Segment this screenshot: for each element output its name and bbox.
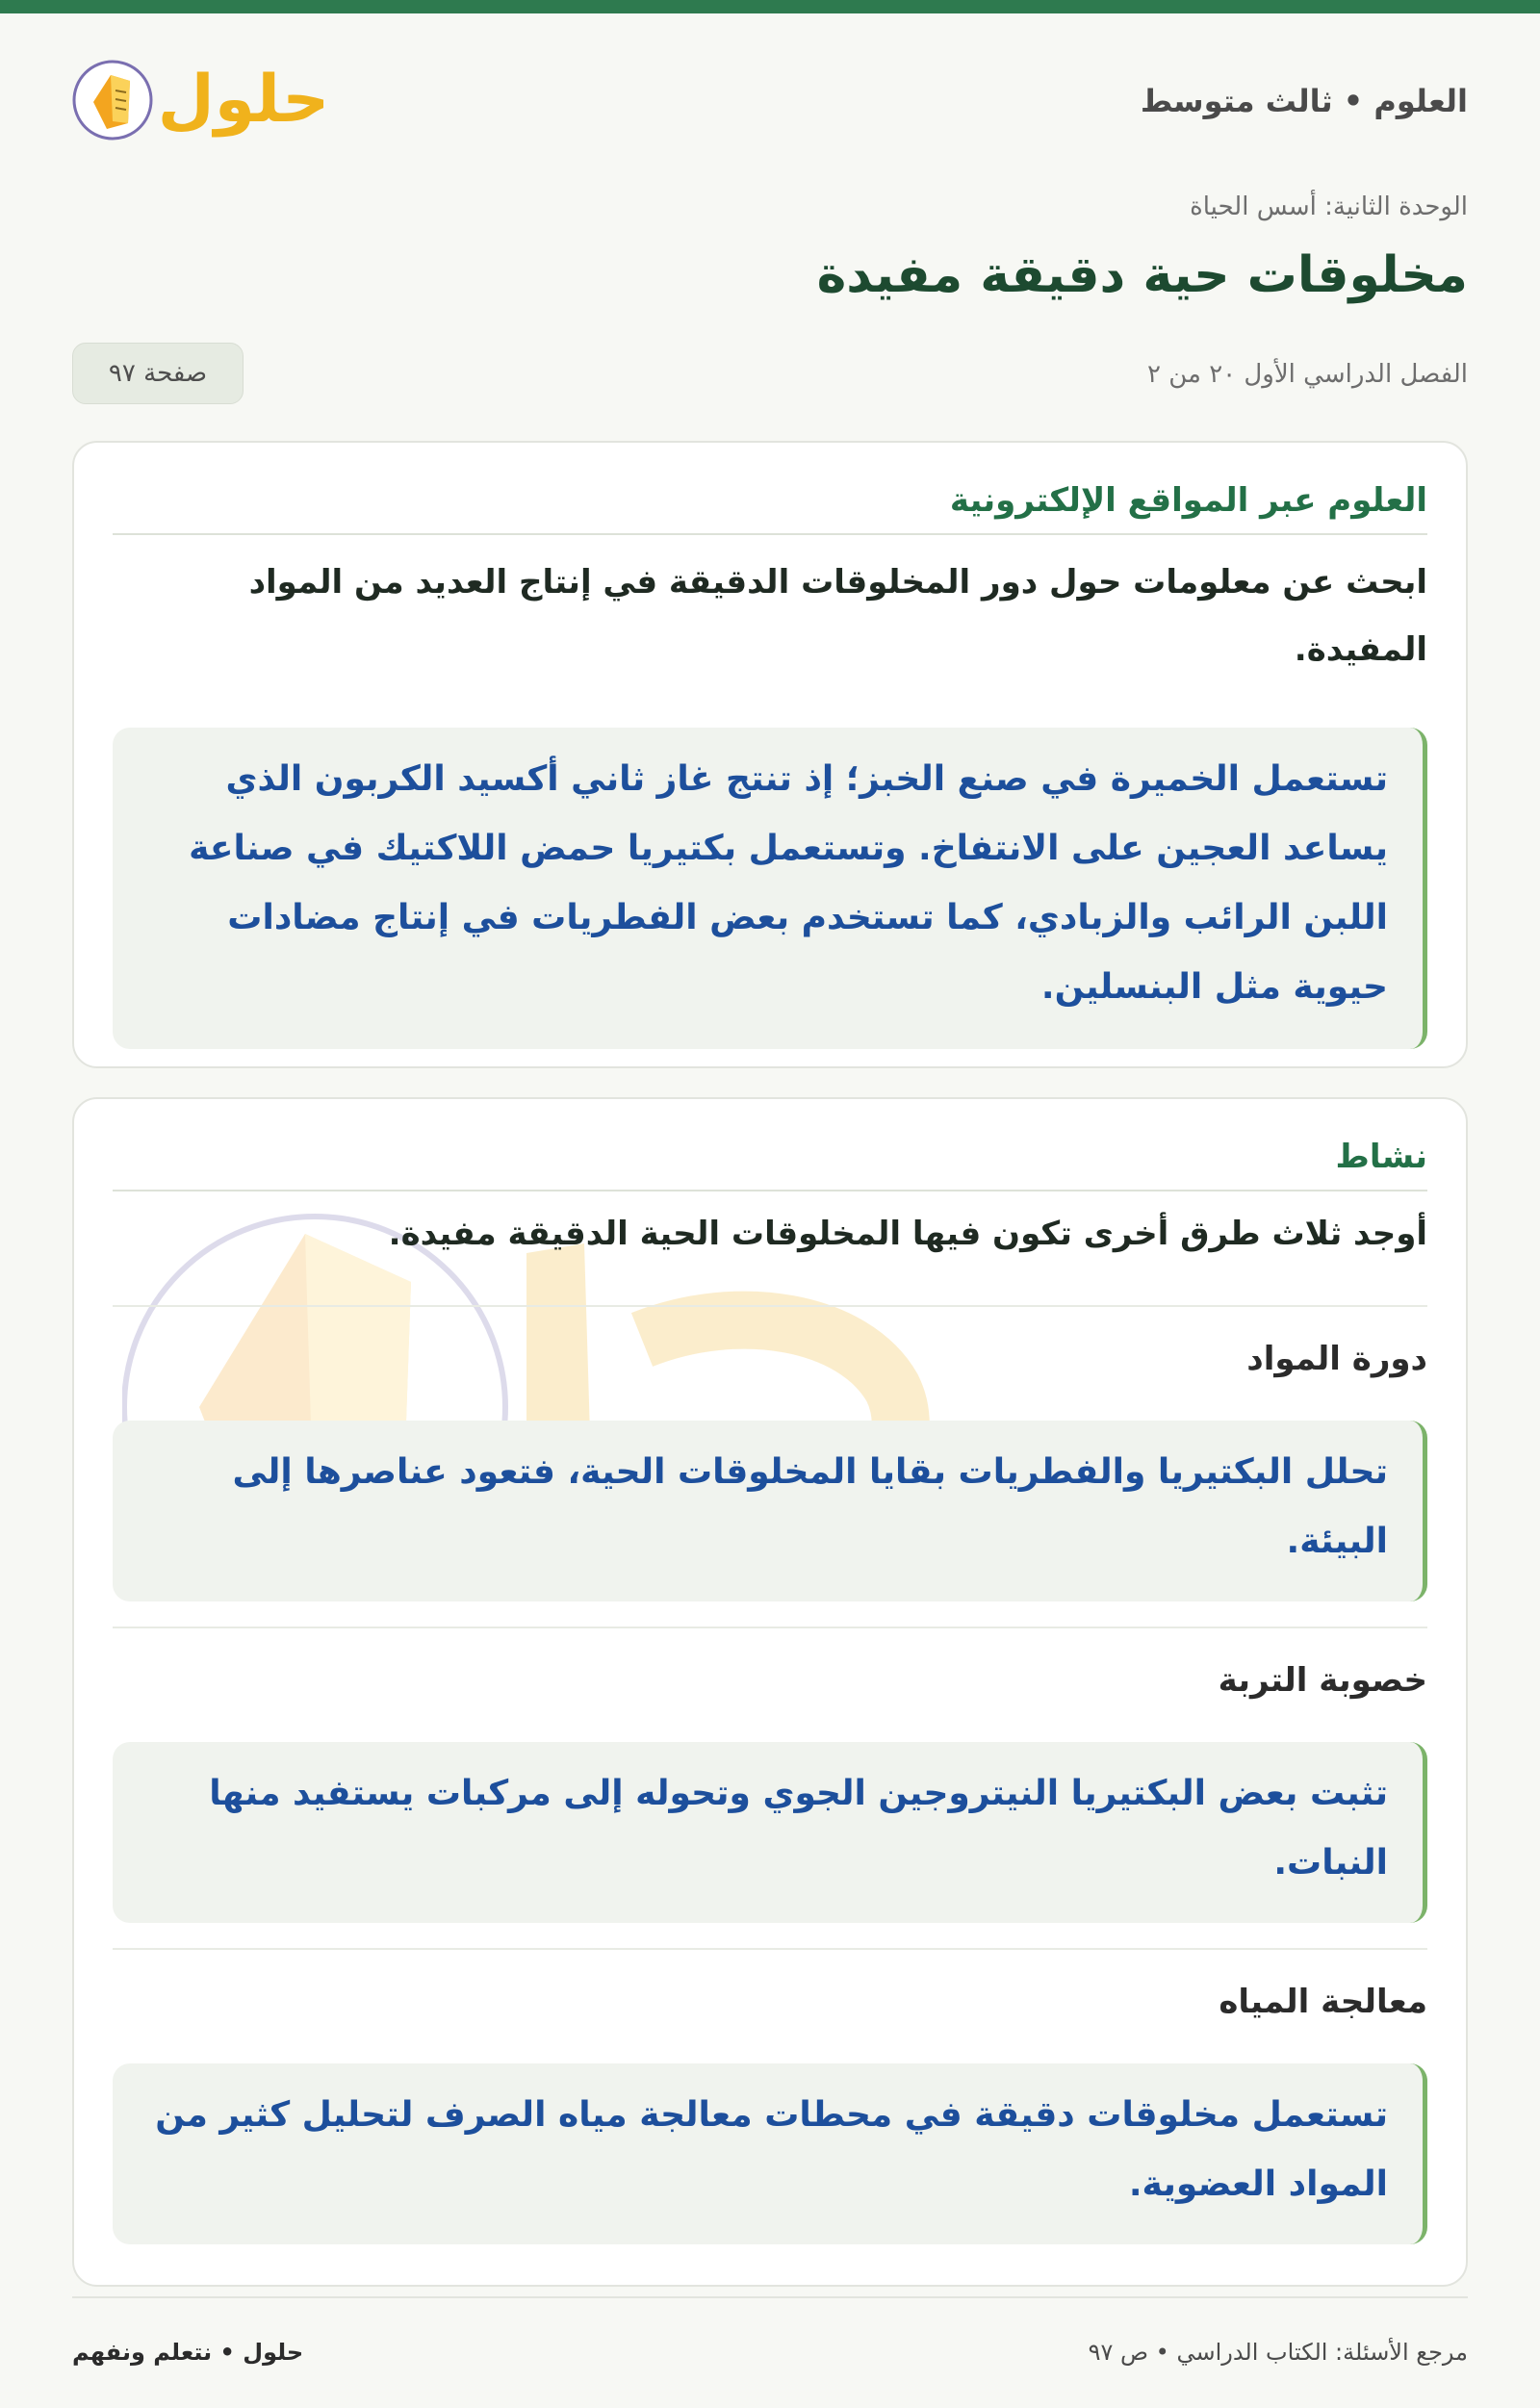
answer-box-soil-fertility: تثبت بعض البكتيريا النيتروجين الجوي وتحوله إلى مركبات يستفيد منها النبات.: [113, 1742, 1427, 1923]
footer-reference: مرجع الأسئلة: الكتاب الدراسي • ص ٩٧: [1088, 2339, 1468, 2366]
answer-box-water-treatment: تستعمل مخلوقات دقيقة في محطات معالجة مياه الصرف لتحليل كثير من المواد العضوية.: [113, 2063, 1427, 2244]
logo-text: حلول: [157, 62, 330, 138]
hulul-logo[interactable]: [72, 54, 332, 150]
page: [72, 13, 1468, 2204]
activity-title-rule: [113, 1190, 1427, 1191]
item-heading-water-treatment: معالجة المياه: [1219, 1983, 1427, 2021]
question-text: ابحث عن معلومات حول دور المخلوقات الدقيقة في إنتاج العديد من المواد المفيدة.: [248, 563, 1427, 669]
item-heading-material-cycle: دورة المواد: [1246, 1340, 1427, 1378]
section-title: العلوم عبر المواقع الإلكترونية: [949, 481, 1427, 520]
section-title-rule: [113, 533, 1427, 535]
item-divider: [113, 1627, 1427, 1628]
page-number-badge: صفحة ٩٧: [72, 343, 244, 404]
activity-section-card: [72, 1097, 1468, 2287]
online-section-card: [72, 441, 1468, 1068]
lesson-title: مخلوقات حية دقيقة مفيدة: [816, 246, 1468, 304]
subject-label: العلوم • ثالث متوسط: [1140, 83, 1468, 119]
item-heading-soil-fertility: خصوبة التربة: [1218, 1661, 1427, 1700]
header: [72, 13, 1468, 183]
activity-question: أوجد ثلاث طرق أخرى تكون فيها المخلوقات الحية الدقيقة مفيدة.: [388, 1215, 1427, 1253]
top-accent-bar: [0, 0, 1540, 13]
item-divider: [113, 1948, 1427, 1950]
answer-box: تستعمل الخميرة في صنع الخبز؛ إذ تنتج غاز ثاني أكسيد الكربون الذي يساعد العجين على الانتفاخ. وتستعمل بكتيريا حمض اللاكتيك في صناعة اللبن الرائب والزبادي، كما تستخدم بعض الفطريات في إنتاج مضادات حيوية مثل البنسلين.: [113, 728, 1427, 1049]
footer-brand: حلول • نتعلم ونفهم: [72, 2339, 304, 2366]
activity-title: نشاط: [1335, 1138, 1427, 1176]
semester-label: الفصل الدراسي الأول ٢٠ من ٢: [1146, 360, 1468, 389]
answer-box-material-cycle: تحلل البكتيريا والفطريات بقايا المخلوقات الحية، فتعود عناصرها إلى البيئة.: [113, 1421, 1427, 1601]
item-divider: [113, 1305, 1427, 1307]
footer-rule: [72, 2296, 1468, 2298]
unit-label: الوحدة الثانية: أسس الحياة: [1190, 192, 1468, 221]
